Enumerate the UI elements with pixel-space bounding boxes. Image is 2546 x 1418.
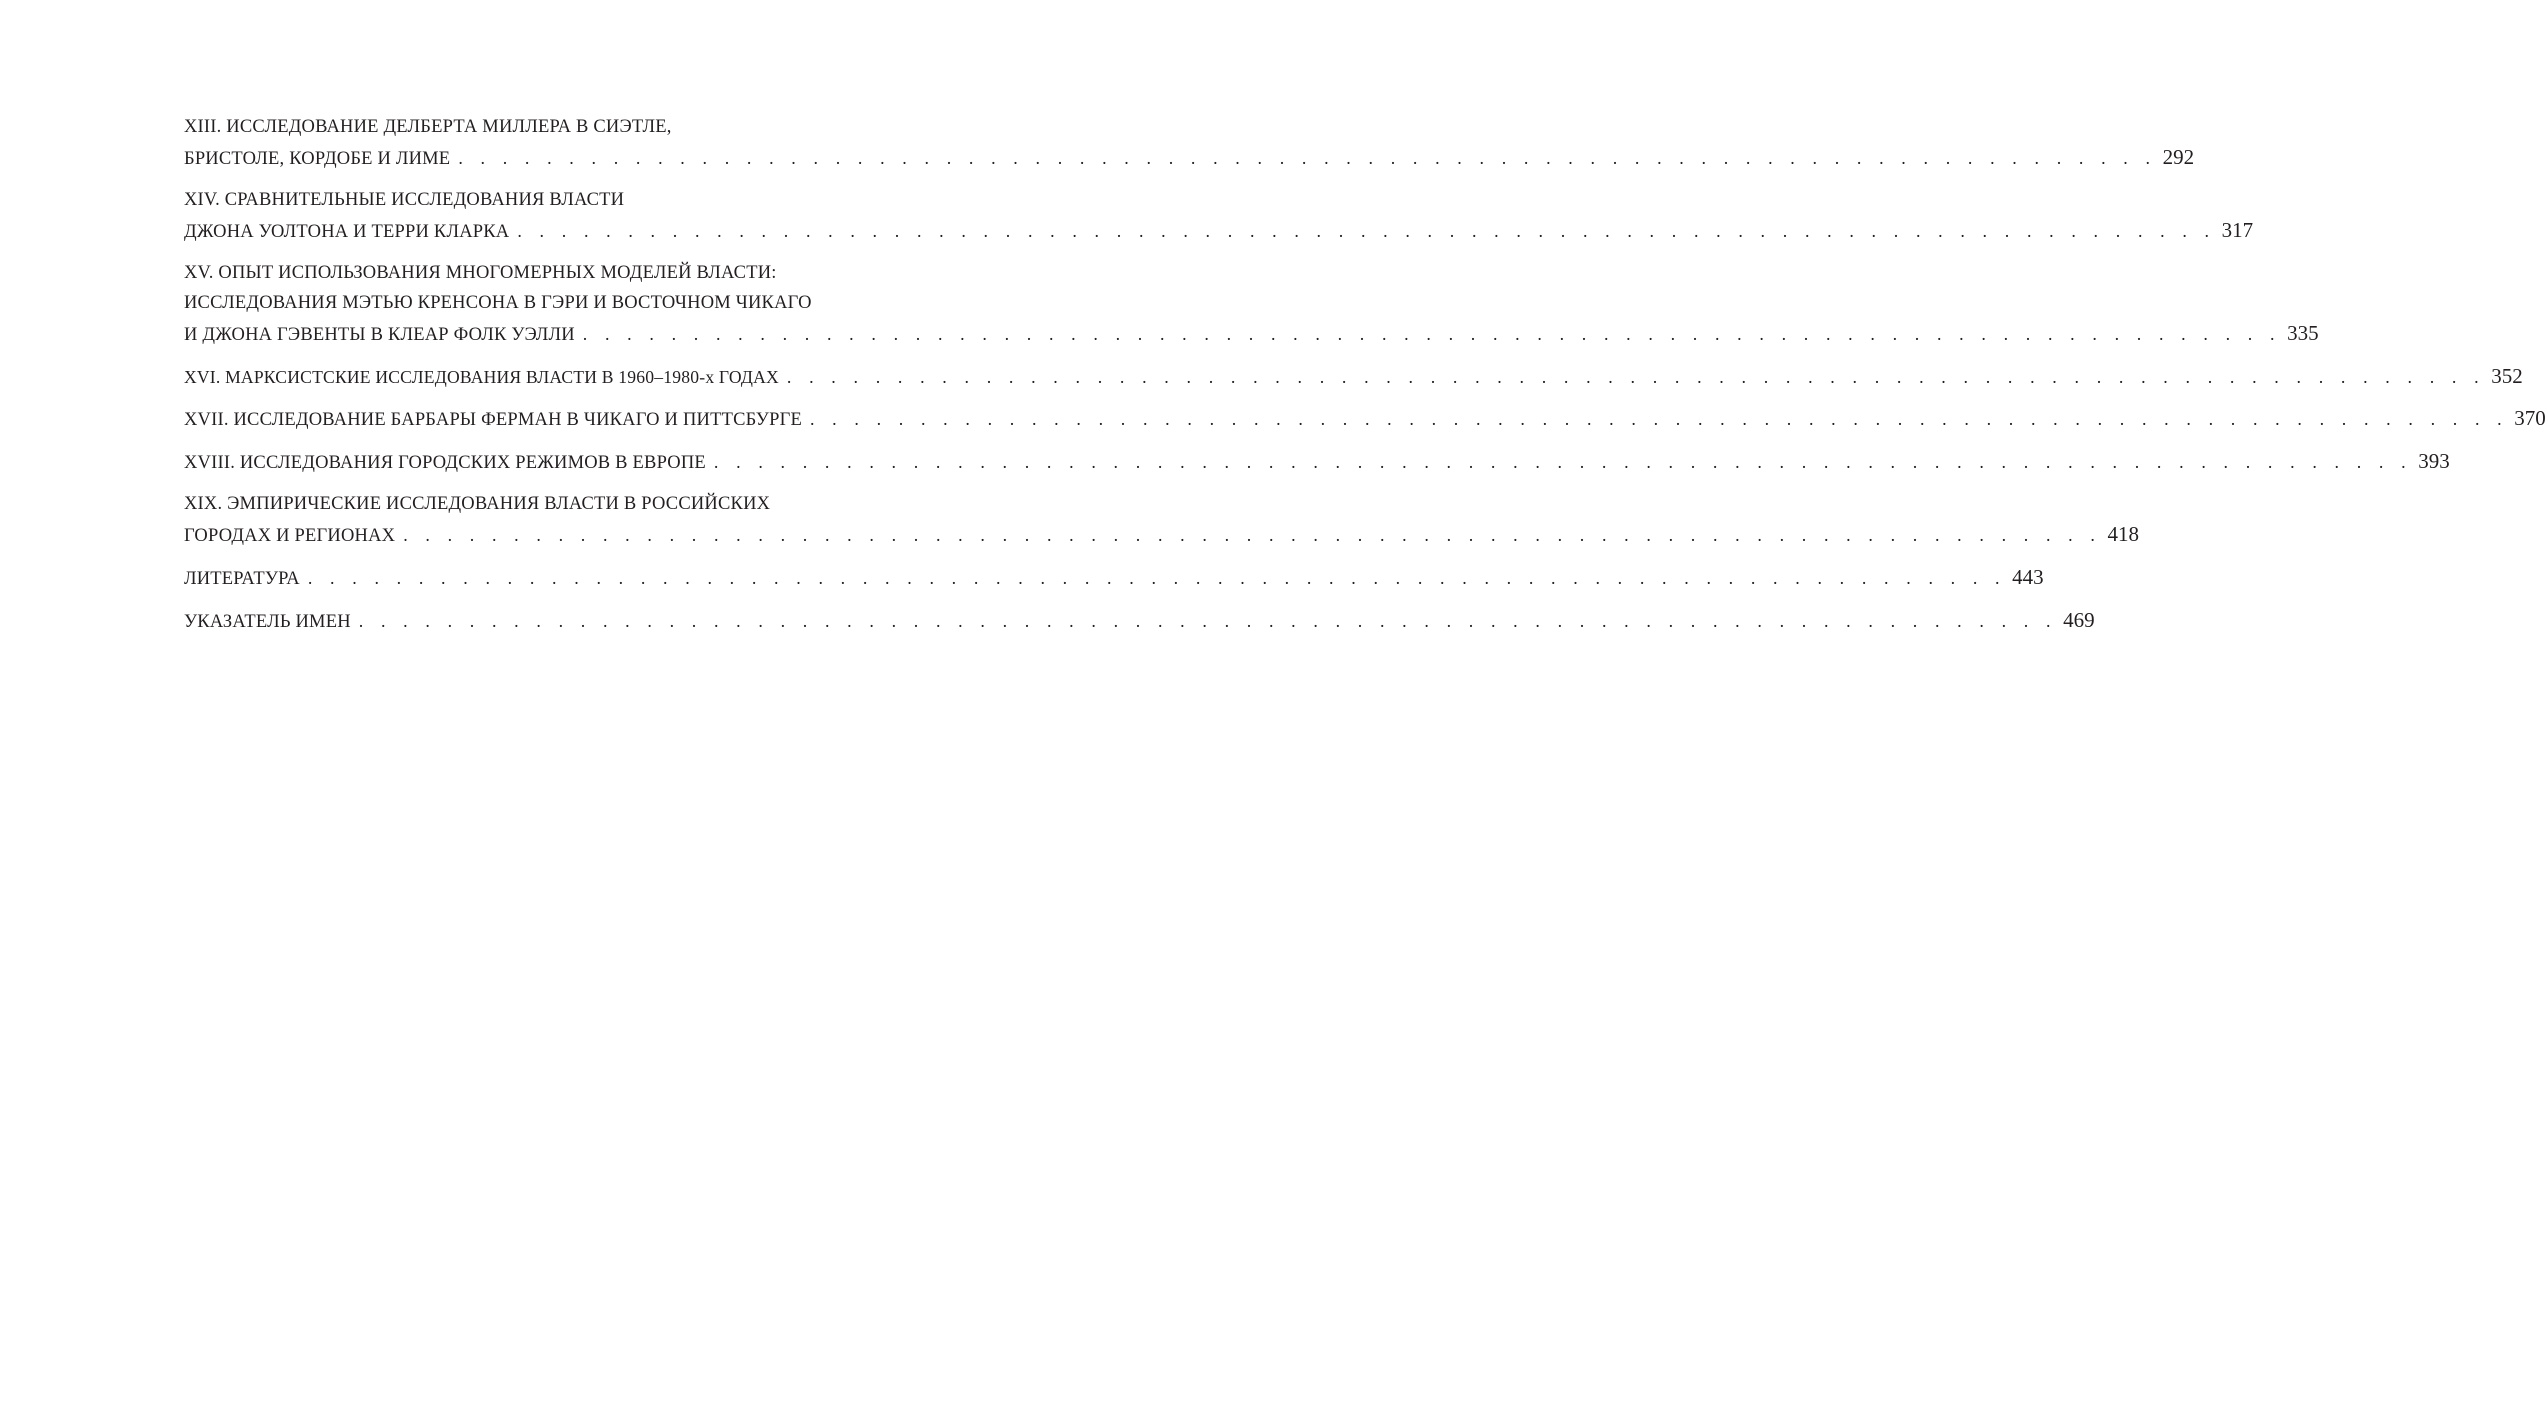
toc-entry-last-line [184,519,2139,551]
toc-entry-title-line: БРИСТОЛЕ, КОРДОБЕ И ЛИМЕ [184,149,451,169]
toc-entry-last-line [184,142,2195,174]
dot-leader: . . . . . . . . . . . . . . . . . . . . . . . . . . . . . . . . . . . . . . . . . . . . . . . . . . . . . . . . . . . . . . . . . . . . . . . . . . . . . [458,148,2157,168]
dot-leader: . . . . . . . . . . . . . . . . . . . . . . . . . . . . . . . . . . . . . . . . . . . . . . . . . . . . . . . . . . . . . . . . . . . . . . . . . . . . . [582,324,2282,344]
toc-entry-title-line: ЛИТЕРАТУРА [184,569,300,589]
toc-page-number: 352 [2491,364,2523,388]
toc-entry-title-line: XVII. ИССЛЕДОВАНИЕ БАРБАРЫ ФЕРМАН В ЧИКАГО И ПИТТСБУРГЕ [184,410,802,430]
toc-entry-literature[interactable] [184,562,2044,594]
toc-page-number: 335 [2287,321,2319,345]
toc-entry-title-line: И ДЖОНА ГЭВЕНТЫ В КЛЕАР ФОЛК УЭЛЛИ [184,325,575,345]
toc-entry-title-line: XIII. ИССЛЕДОВАНИЕ ДЕЛБЕРТА МИЛЛЕРА В СИЭТЛЕ, [184,117,672,137]
toc-page-number: 418 [2107,522,2139,546]
dot-leader: . . . . . . . . . . . . . . . . . . . . . . . . . . . . . . . . . . . . . . . . . . . . . . . . . . . . . . . . . . . . . . . . . . . . . . . . . . . . . [307,568,2007,588]
toc-entry-xix[interactable] [184,489,2139,551]
toc-page-number: 393 [2418,449,2450,473]
table-of-contents [184,112,2546,648]
toc-entry-last-line [184,215,2254,247]
toc-page-number: 370 [2514,406,2546,430]
toc-entry-last-line [184,361,2523,392]
toc-entry-title-line: ДЖОНА УОЛТОНА И ТЕРРИ КЛАРКА [184,222,510,242]
toc-entry-title-line: ГОРОДАХ И РЕГИОНАХ [184,526,396,546]
dot-leader: . . . . . . . . . . . . . . . . . . . . . . . . . . . . . . . . . . . . . . . . . . . . . . . . . . . . . . . . . . . . . . . . . . . . . . . . . . . . . [403,525,2102,545]
dot-leader: . . . . . . . . . . . . . . . . . . . . . . . . . . . . . . . . . . . . . . . . . . . . . . . . . . . . . . . . . . . . . . . . . . . . . . . . . . . . . [713,452,2413,472]
dot-leader: . . . . . . . . . . . . . . . . . . . . . . . . . . . . . . . . . . . . . . . . . . . . . . . . . . . . . . . . . . . . . . . . . . . . . . . . . . . . . [358,611,2058,631]
toc-page-number: 469 [2063,608,2095,632]
toc-page-number: 317 [2221,218,2254,242]
toc-entry-xv[interactable] [184,258,2319,350]
toc-entry-title-line: УКАЗАТЕЛЬ ИМЕН [184,612,351,632]
toc-entry-title-line: XVIII. ИССЛЕДОВАНИЯ ГОРОДСКИХ РЕЖИМОВ В ЕВРОПЕ [184,453,706,473]
dot-leader: . . . . . . . . . . . . . . . . . . . . . . . . . . . . . . . . . . . . . . . . . . . . . . . . . . . . . . . . . . . . . . . . . . . . . . . . . . . . . [786,367,2486,387]
toc-entry-xviii[interactable] [184,446,2450,478]
toc-entry-name-index[interactable] [184,605,2095,637]
toc-page-number: 443 [2012,565,2044,589]
toc-entry-xiii[interactable] [184,112,2195,174]
toc-entry-xvi[interactable] [184,361,2523,392]
toc-entry-title-line: XV. ОПЫТ ИСПОЛЬЗОВАНИЯ МНОГОМЕРНЫХ МОДЕЛЕЙ ВЛАСТИ: [184,263,777,283]
toc-page-number: 292 [2162,145,2195,169]
toc-entry-xvii[interactable] [184,403,2546,435]
toc-entry-last-line [184,403,2546,435]
dot-leader: . . . . . . . . . . . . . . . . . . . . . . . . . . . . . . . . . . . . . . . . . . . . . . . . . . . . . . . . . . . . . . . . . . . . . . . . . . . . . [517,221,2216,241]
toc-entry-last-line [184,446,2450,478]
toc-entry-title-line: XVI. МАРКСИСТСКИЕ ИССЛЕДОВАНИЯ ВЛАСТИ В 1960–1980-х ГОДАХ [184,367,779,387]
toc-entry-last-line [184,562,2044,594]
toc-entry-title-line: XIX. ЭМПИРИЧЕСКИЕ ИССЛЕДОВАНИЯ ВЛАСТИ В РОССИЙСКИХ [184,494,771,514]
toc-entry-title-line: XIV. СРАВНИТЕЛЬНЫЕ ИССЛЕДОВАНИЯ ВЛАСТИ [184,190,625,210]
toc-entry-last-line [184,605,2095,637]
toc-entry-last-line [184,318,2319,350]
toc-entry-xiv[interactable] [184,185,2254,247]
toc-entry-title-line: ИССЛЕДОВАНИЯ МЭТЬЮ КРЕНСОНА В ГЭРИ И ВОСТОЧНОМ ЧИКАГО [184,293,812,313]
dot-leader: . . . . . . . . . . . . . . . . . . . . . . . . . . . . . . . . . . . . . . . . . . . . . . . . . . . . . . . . . . . . . . . . . . . . . . . . . . . . . [809,409,2509,429]
